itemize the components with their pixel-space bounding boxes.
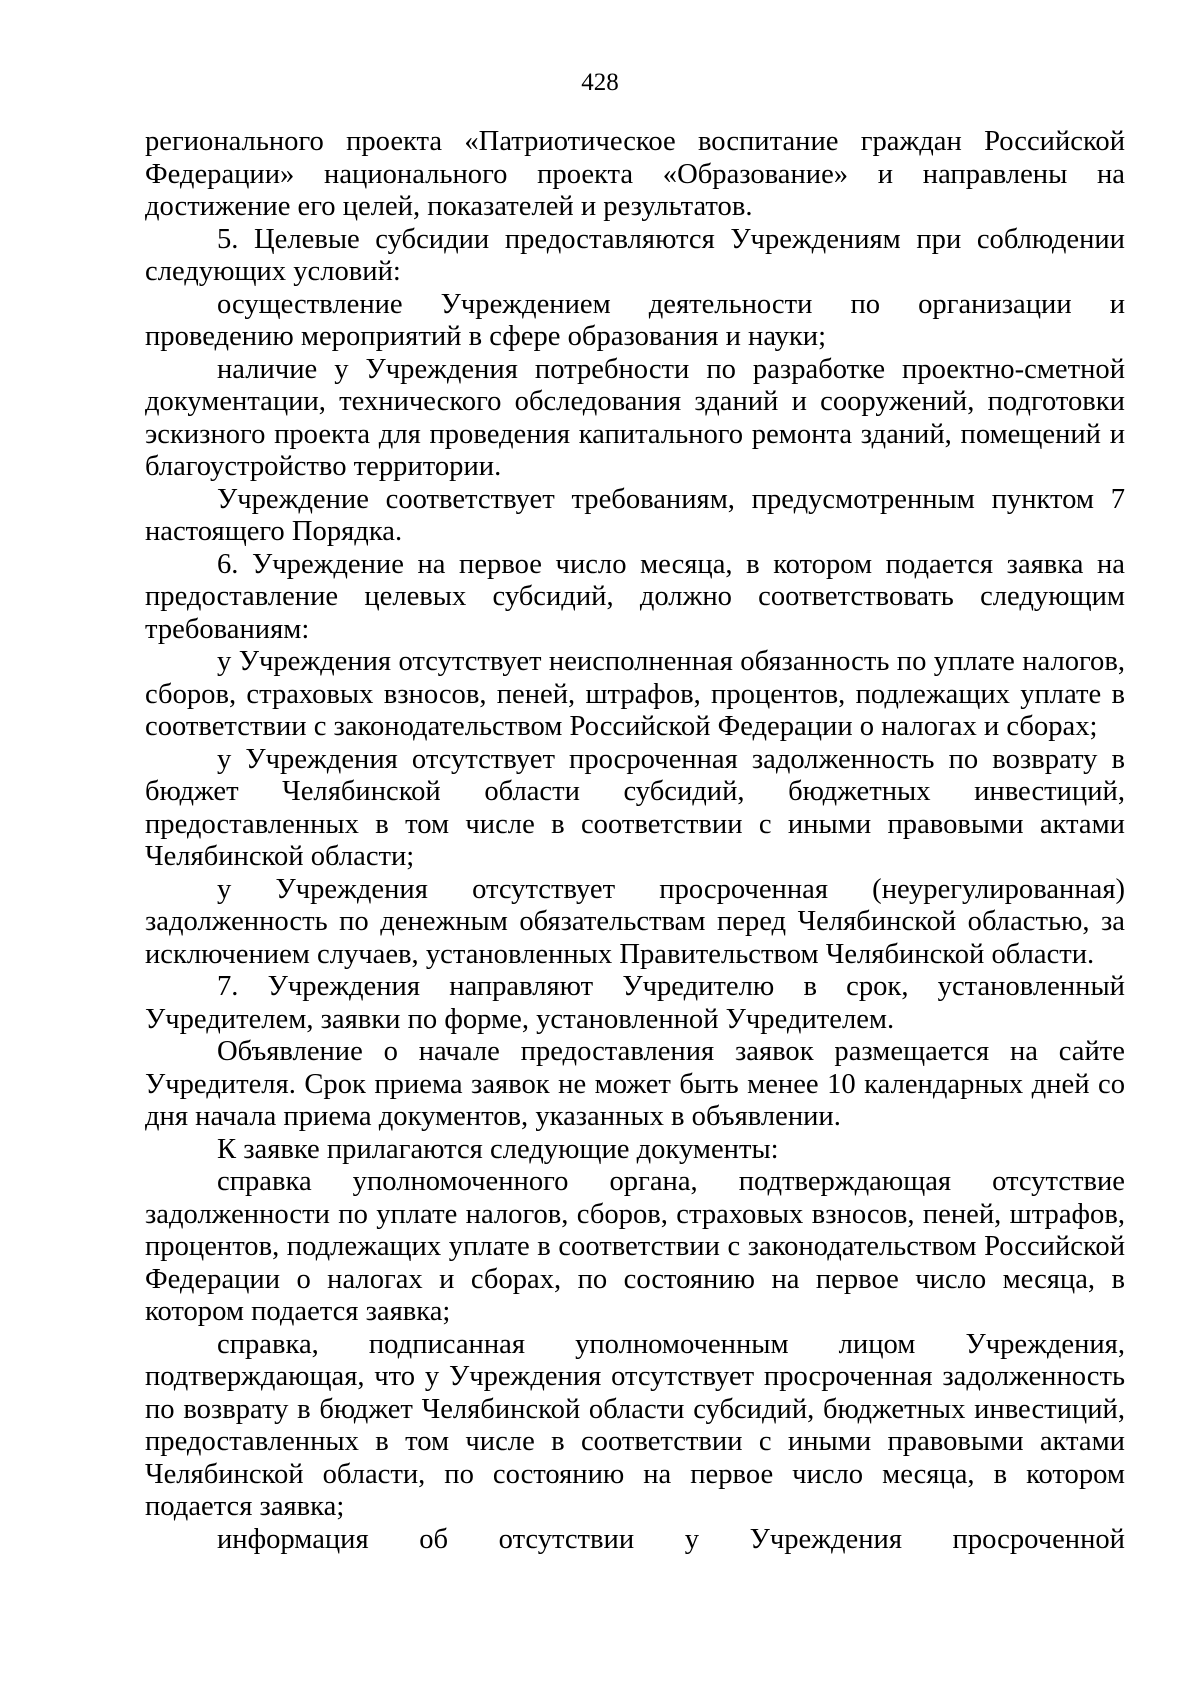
document-body [145,126,1125,1556]
page-number: 428 [581,69,619,96]
paragraph-information-absence: информация об отсутствии у Учреждения просроченной [217,1523,1125,1555]
paragraph-compliance: Учреждение соответствует требованиям, предусмотренным пунктом 7 настоящего Порядка. [145,483,1125,547]
paragraph-attached-documents: К заявке прилагаются следующие документы: [217,1133,779,1165]
paragraph-requirement-monetary-obligations: у Учреждения отсутствует просроченная (неурегулированная) задолженность по денежным обязательствам перед Челябинской областью, за исключением случаев, установленных Правительством Челябинской области. [145,873,1125,970]
paragraph-6-requirements: 6. Учреждение на первое число месяца, в котором подается заявка на предоставление целевых субсидий, должно соответствовать следующим требованиям: [145,548,1125,645]
paragraph-announcement: Объявление о начале предоставления заявок размещается на сайте Учредителя. Срок приема заявок не может быть менее 10 календарных дней со дня начала приема документов, указанных в объявлении. [145,1036,1125,1132]
paragraph-condition-need: наличие у Учреждения потребности по разработке проектно-сметной документации, технического обследования зданий и сооружений, подготовки эскизного проекта для проведения капитального ремонта зданий, помещений и благоустройство территории. [145,353,1125,482]
paragraph-condition-activity: осуществление Учреждением деятельности по организации и проведению мероприятий в сфере образования и науки; [145,288,1125,352]
paragraph-7-applications: 7. Учреждения направляют Учредителю в срок, установленный Учредителем, заявки по форме, установленной Учредителем. [145,971,1125,1035]
paragraph-tax-certificate: справка уполномоченного органа, подтверждающая отсутствие задолженности по уплате налогов, сборов, страховых взносов, пеней, штрафов, процентов, подлежащих уплате в соответствии с законодательством Российской Федерации о налогах и сборах, по состоянию на первое число месяца, в котором подается заявка; [145,1166,1125,1327]
paragraph-requirement-taxes: у Учреждения отсутствует неисполненная обязанность по уплате налогов, сборов, страховых взносов, пеней, штрафов, процентов, подлежащих уплате в соответствии с законодательством Российской Федерации о налогах и сборах; [145,646,1125,742]
paragraph-5-conditions: 5. Целевые субсидии предоставляются Учреждениям при соблюдении следующих условий: [145,223,1125,287]
paragraph-signed-certificate: справка, подписанная уполномоченным лицом Учреждения, подтверждающая, что у Учреждения отсутствует просроченная задолженность по возврату в бюджет Челябинской области субсидий, бюджетных инвестиций, предоставленных в том числе в соответствии с иными правовыми актами Челябинской области, по состоянию на первое число месяца, в котором подается заявка; [145,1328,1125,1522]
paragraph-requirement-budget-debt: у Учреждения отсутствует просроченная задолженность по возврату в бюджет Челябинской области субсидий, бюджетных инвестиций, предоставленных в том числе в соответствии с иными правовыми актами Челябинской области; [145,743,1125,872]
paragraph-1-continuation: регионального проекта «Патриотическое воспитание граждан Российской Федерации» национального проекта «Образование» и направлены на достижение его целей, показателей и результатов. [145,126,1125,222]
